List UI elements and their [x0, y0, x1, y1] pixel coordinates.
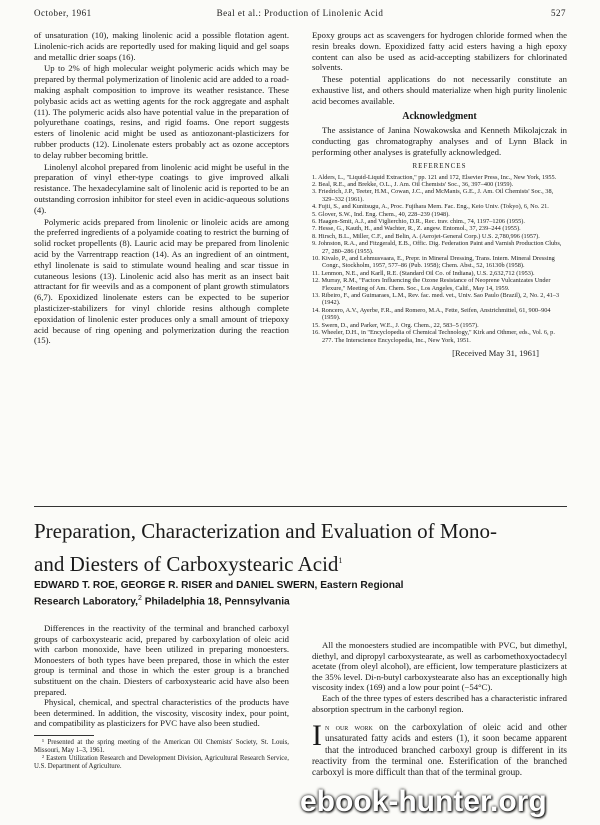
title-line-1: Preparation, Characterization and Evaluation of Mono- — [34, 519, 498, 543]
reference-item: 9. Johnston, R.A., and Fitzgerald, E.B., Offic. Dig. Federation Paint and Varnish Production Clubs, 27, 280–286 (1955). — [312, 240, 562, 255]
author-names: EDWARD T. ROE, GEORGE R. RISER and DANIEL SWERN, Eastern Regional — [34, 580, 404, 591]
acknowledgment-heading: Acknowledgment — [402, 110, 477, 122]
reference-item: 13. Ribeiro, F., and Guimaraes, L.M., Rev. fac. med. vet., Univ. Sao Paulo (Brazil), 2, No. 2, 41–3 (1942). — [312, 292, 560, 307]
footnote: ² Eastern Utilization Research and Development Division, Agricultural Research Service, U.S. Department of Agriculture. — [34, 754, 289, 770]
reference-item: 8. Hirsch, B.L., Miller, C.F., and Belin, A. (Aerojet-General Corp.) U.S. 2,780,996 (1957). — [312, 232, 540, 240]
reference-item: 5. Glover, S.W., Ind. Eng. Chem., 40, 228–239 (1948). — [312, 210, 450, 218]
paragraph: Epoxy groups act as scavengers for hydrogen chloride formed when the resin breaks down. Epoxidized fatty acid esters having a high epoxy content can also be used as acid-accepting stabilizers for chlorinated solvents. — [312, 30, 567, 73]
paragraph: Polymeric acids prepared from linolenic or linoleic acids are among the preferred ingredients of a polyamide coating to restrict the burning of solid rocket propellents (8). Lauric acid may be prepared from linolenic acid by the Varrentrapp reaction (14). As an ingredient of an ointment, ethyl linolenate is said to stimulate wound healing and scar tissue in cutaneous lesions (13). Linolenic acid also has merit as an insect bait attractant for fir weevils and as a component of plant growth stimulators (6,7). Epoxidized linolenate esters can be expected to be superior plasticizer-stabilizers for vinyl chloride resins although complete epoxidation of linolenic ester produces only a small amount of triepoxy acid because of ring opening and polymerization during the reaction (15). — [34, 216, 289, 346]
paragraph: Linolenyl alcohol prepared from linolenic acid might be useful in the preparation of vinyl ether-type coatings to give improved alkali resistance. The hexadecylamine salt of linolenic acid is reported to be an outstanding corrosion inhibitor for steel even in acidic-aqueous solutions (4). — [34, 161, 289, 215]
abstract-right — [312, 640, 567, 779]
abstract-left — [34, 623, 289, 771]
article-title — [34, 516, 567, 579]
abstract-paragraph: All the monoesters studied are incompatible with PVC, but dimethyl, diethyl, and dipropyl carboxystearate, as well as carbomethoxyoctadecyl acetate (from oleyl alcohol), are efficient, low temperature plasticizers at the 35% level. Di-n-butyl carboxystearate also has an exceptionally high viscosity index (169) and a low pour point (−54°C). — [312, 640, 567, 693]
reference-item: 15. Swern, D., and Parker, W.E., J. Org. Chem., 22, 583–5 (1957). — [312, 321, 479, 329]
reference-item: 14. Roncero, A.V., Ayerbe, F.R., and Romero, M.A., Fette, Seifen, Anstrichmittel, 61, 900–904 (1959). — [312, 306, 551, 322]
reference-item: 1. Alders, L., "Liquid-Liquid Extraction," pp. 121 and 172, Elsevier Press, Inc., New York, 1955. — [312, 173, 557, 181]
reference-item: 6. Haagen-Smit, A.J., and Viglierchio, D.R., Rec. trav. chim., 74, 1197–1206 (1955). — [312, 218, 525, 225]
introduction-paragraph — [312, 719, 567, 778]
title-footnote-mark: 1 — [338, 556, 343, 565]
abstract-paragraph: Physical, chemical, and spectral characteristics of the products have been determined. In addition, the viscosity, viscosity index, pour point, and compatibility as plasticizers for PVC have also been studied. — [34, 697, 289, 729]
section-divider — [34, 506, 567, 507]
reference-item: 4. Fujii, S., and Kunitsugu, A., Proc. Fujihara Mem. Fac. Eng., Keio Univ. (Tokyo), 6, No. 21. — [312, 203, 549, 211]
author-block — [34, 580, 567, 608]
references-list — [312, 174, 567, 344]
abstract-paragraph: Each of the three types of esters described has a characteristic infrared absorption spectrum in the carbonyl region. — [312, 692, 567, 714]
paragraph: Up to 2% of high molecular weight polymeric acids which may be prepared by thermal polymerization of linolenic acid are added to a road-making asphalt composition to improve its weather resistance. These polybasic acids act as wetting agents for the rock aggregate and asphalt (11). The polymeric acids also have potential value in the preparation of polyurethane coatings, resins, and rigid foams. One report suggests esters of linolenic acid might be used as antiozonant-plasticizers for rubber products (12). Linolenate esters probably act as ozone acceptors to delay rubber becoming brittle. — [34, 63, 289, 160]
reference-item: 10. Kivalo, P., and Lehmusvaara, E., Prepr. in Mineral Dressing, Trans. Intern. Mineral Dressing Congr., Stockholm, 1957, 577–86 (Pub. 1958); Chem. Abst., 52, 16130b (1958). — [312, 255, 555, 270]
intro-small-caps: n our work — [325, 722, 373, 733]
acknowledgment-text: The assistance of Janina Nowakowska and Kenneth Mikolajczak in conducting gas chromatography analyses and of Lynn Black in performing other analyses is gratefully acknowledged. — [312, 125, 567, 157]
page-number: 527 — [551, 8, 566, 18]
drop-cap: I — [312, 719, 322, 753]
watermark: ebook-hunter.org — [300, 785, 547, 818]
affiliation: Research Laboratory, — [34, 595, 138, 607]
reference-item: 11. Lenmon, N.E., and Karll, R.E. (Standard Oil Co. of Indiana), U.S. 2,632,712 (1953). — [312, 269, 535, 277]
paragraph: These potential applications do not necessarily constitute an exhaustive list, and others should materialize when high purity linolenic acid becomes available. — [312, 74, 567, 106]
reference-item: 12. Murray, R.M., "Factors Influencing the Ozone Resistance of Neoprene Vulcanizates Under Flexure," Meeting of Am. Chem. Soc., Los Angeles, Calif., May 14, 1959. — [312, 277, 551, 292]
header-running-title: Beal et al.: Production of Linolenic Acid — [216, 8, 384, 18]
footnote-rule — [34, 735, 94, 736]
references-heading: REFERENCES — [412, 161, 467, 170]
reference-item: 16. Wheeler, D.H., in "Encyclopedia of Chemical Technology," Kirk and Othmer, eds., Vol. 6, p. 277. The Interscience Encyclopedia, Inc., New York, 1951. — [312, 329, 555, 344]
reference-item: 2. Beal, R.E., and Brekke, O.L., J. Am. Oil Chemists' Soc., 36, 397–400 (1959). — [312, 180, 514, 188]
previous-article-right-column — [312, 30, 567, 359]
previous-article-left-column — [34, 30, 289, 346]
reference-item: 7. Hesse, G., Kauth, H., and Wachter, R., Z. angew. Entomol., 37, 239–244 (1955). — [312, 225, 521, 233]
paragraph: of unsaturation (10), making linolenic acid a possible flotation agent. Linolenic-rich acids are reportedly used for making liquid and gel soaps and metallic drier soaps (16). — [34, 30, 289, 62]
intro-text: on the carboxylation of oleic acid and other unsaturated fatty acids and esters (1), it soon became apparent that the introduced branched carboxyl group is different in its reactivity from the terminal one. Esterification of the branched carboxyl is more difficult than that of the terminal group. — [312, 722, 567, 778]
abstract-paragraph: Differences in the reactivity of the terminal and branched carboxyl groups of carboxystearic acid, prepared by carboxylation of oleic acid with carbon monoxide, have been utilized in preparing monoesters. Monoesters of both types have been prepared, those in which the ester group is terminal and those in which the ester group is a branched substituent on the chain. Diesters of carboxystearic acid have also been prepared. — [34, 623, 289, 697]
title-line-2: and Diesters of Carboxystearic Acid — [34, 552, 339, 576]
location: Philadelphia 18, Pennsylvania — [141, 595, 290, 607]
affiliation-footnote-mark: 2 — [138, 594, 142, 602]
running-header — [34, 8, 566, 22]
footnote: ¹ Presented at the spring meeting of the American Oil Chemists' Society, St. Louis, Missouri, May 1–3, 1961. — [34, 738, 289, 754]
received-date: [Received May 31, 1961] — [452, 347, 539, 358]
header-date: October, 1961 — [34, 8, 92, 18]
reference-item: 3. Friedrich, J.P., Teeter, H.M., Cowan, J.C., and McManis, G.E., J. Am. Oil Chemists' Soc., 38, 329–332 (1961). — [312, 188, 554, 203]
